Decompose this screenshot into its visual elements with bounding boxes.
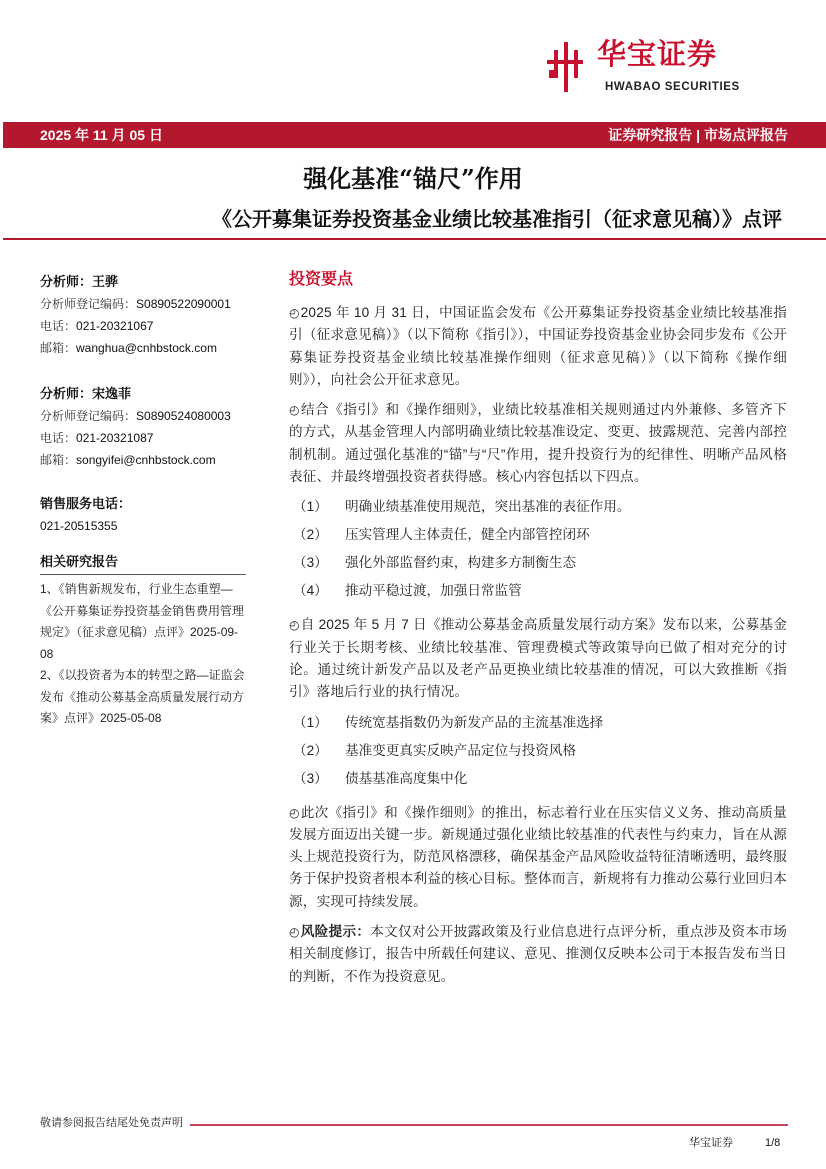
list-number: （2） bbox=[293, 742, 328, 758]
sales-tel: 021-20515355 bbox=[40, 519, 118, 533]
header-band bbox=[3, 122, 826, 148]
list-text: 压实管理人主体责任，健全内部管控闭环 bbox=[345, 527, 590, 543]
analyst-1 bbox=[40, 271, 255, 359]
analyst-name: 分析师：王骅 bbox=[40, 274, 119, 289]
logo-mark-icon bbox=[545, 40, 585, 94]
list-number: （2） bbox=[293, 527, 328, 543]
report-type: 证券研究报告 | 市场点评报告 bbox=[608, 127, 788, 143]
tel-number: 021-20321067 bbox=[76, 319, 154, 333]
company-logo bbox=[545, 40, 785, 98]
bullet-icon: ◴ bbox=[289, 403, 300, 418]
logo-cn: 华宝证券 bbox=[597, 39, 718, 71]
reg-label: 分析师登记编码： bbox=[40, 409, 137, 423]
report-date: 2025 年 11 月 05 日 bbox=[40, 127, 163, 143]
risk-warning bbox=[289, 921, 787, 988]
title-divider bbox=[3, 238, 826, 240]
analyst-name: 分析师：宋逸菲 bbox=[40, 386, 132, 401]
footer-divider bbox=[190, 1124, 788, 1126]
list-number: （4） bbox=[293, 583, 328, 599]
reg-number: S0890524080003 bbox=[136, 409, 231, 423]
paragraph-4 bbox=[289, 802, 787, 913]
list-number: （1） bbox=[293, 714, 328, 730]
risk-text: 本文仅对公开披露政策及行业信息进行点评分析，重点涉及资本市场相关制度修订，报告中所载任何建议、意见、推测仅反映本公司于本报告发布当日的判断，不作为投资意见。 bbox=[289, 924, 787, 984]
paragraph-3 bbox=[289, 614, 787, 703]
related-reports bbox=[40, 553, 246, 730]
tel-number: 021-20321087 bbox=[76, 431, 154, 445]
list-number: （1） bbox=[293, 499, 328, 515]
reg-number: S0890522090001 bbox=[136, 297, 231, 311]
paragraph-1 bbox=[289, 302, 787, 391]
investment-highlights bbox=[289, 270, 787, 996]
paragraph-text: 结合《指引》和《操作细则》，业绩比较基准相关规则通过内外兼修、多管齐下的方式，从基金管理人内部明确业绩比较基准设定、变更、披露规范、完善内部控制机制。通过强化基准的“锚”与“尺”作用，提升投资行为的纪律性、明晰产品风格表征、并最终增强投资者获得感。核心内容包括以下四点。 bbox=[289, 402, 787, 485]
section-heading: 投资要点 bbox=[289, 271, 354, 288]
bullet-icon: ◴ bbox=[289, 618, 300, 633]
page-number: 1/8 bbox=[765, 1137, 781, 1149]
risk-label: 风险提示： bbox=[300, 924, 371, 940]
report-title: 强化基准“锚尺”作用 bbox=[303, 164, 523, 193]
list-text: 传统宽基指数仍为新发产品的主流基准选择 bbox=[345, 714, 604, 730]
email-link[interactable]: songyifei@cnhbstock.com bbox=[76, 453, 216, 467]
sales-label: 销售服务电话： bbox=[40, 496, 132, 511]
related-report-item[interactable]: 2、《以投资者为本的转型之路—证监会发布《推动公募基金高质量发展行动方案》点评》2025-05-08 bbox=[40, 668, 245, 725]
footer-brand: 华宝证券 bbox=[689, 1137, 733, 1149]
mail-label: 邮箱： bbox=[40, 453, 77, 467]
key-points-list bbox=[289, 496, 787, 608]
findings-list bbox=[289, 712, 787, 796]
list-text: 债基基准高度集中化 bbox=[345, 770, 468, 786]
analyst-2 bbox=[40, 383, 255, 471]
reg-label: 分析师登记编码： bbox=[40, 297, 137, 311]
list-number: （3） bbox=[293, 555, 328, 571]
list-text: 基准变更真实反映产品定位与投资风格 bbox=[345, 742, 577, 758]
logo-en: HWABAO SECURITIES bbox=[605, 81, 740, 93]
paragraph-2 bbox=[289, 399, 787, 488]
related-report-item[interactable]: 1、《销售新规发布，行业生态重塑—《公开募集证券投资基金销售费用管理规定》（征求意见稿）点评》2025-09-08 bbox=[40, 582, 245, 661]
list-item bbox=[289, 524, 787, 552]
list-item bbox=[289, 712, 787, 740]
list-item bbox=[289, 552, 787, 580]
list-text: 推动平稳过渡，加强日常监管 bbox=[345, 583, 522, 599]
sales-contact bbox=[40, 493, 255, 537]
list-item bbox=[289, 768, 787, 796]
related-heading: 相关研究报告 bbox=[40, 553, 246, 575]
list-item bbox=[289, 496, 787, 524]
disclaimer-note: 敬请参阅报告结尾处免责声明 bbox=[40, 1117, 183, 1129]
mail-label: 邮箱： bbox=[40, 341, 77, 355]
list-number: （3） bbox=[293, 770, 328, 786]
list-text: 强化外部监督约束，构建多方制衡生态 bbox=[345, 555, 577, 571]
bullet-icon: ◴ bbox=[289, 805, 300, 820]
bullet-icon: ◴ bbox=[289, 306, 300, 320]
report-subtitle: 《公开募集证券投资基金业绩比较基准指引（征求意见稿）》点评 bbox=[212, 207, 782, 231]
list-item bbox=[289, 740, 787, 768]
tel-label: 电话： bbox=[40, 431, 77, 445]
paragraph-text: 自 2025 年 5 月 7 日《推动公募基金高质量发展行动方案》发布以来，公募基金行业关于长期考核、业绩比较基准、管理费模式等政策导向已做了相对充分的讨论。通过统计新发产品以及老产品更换业绩比较基准的情况，可以大致推断《指引》落地后行业的执行情况。 bbox=[289, 617, 787, 700]
bullet-icon: ◴ bbox=[289, 925, 300, 940]
tel-label: 电话： bbox=[40, 319, 77, 333]
paragraph-text: 2025 年 10 月 31 日，中国证监会发布《公开募集证券投资基金业绩比较基准指引（征求意见稿）》（以下简称《指引》），中国证券投资基金业协会同步发布《公开募集证券投资基金业绩比较基准操作细则（征求意见稿）》（以下简称《操作细则》），向社会公开征求意见。 bbox=[289, 305, 787, 387]
email-link[interactable]: wanghua@cnhbstock.com bbox=[76, 341, 217, 355]
list-text: 明确业绩基准使用规范，突出基准的表征作用。 bbox=[345, 499, 631, 515]
list-item bbox=[289, 580, 787, 608]
paragraph-text: 此次《指引》和《操作细则》的推出，标志着行业在压实信义义务、推动高质量发展方面迈出关键一步。新规通过强化业绩比较基准的代表性与约束力，旨在从源头上规范投资行为，防范风格漂移，确保基金产品风险收益特征清晰透明，最终服务于保护投资者根本利益的核心目标。整体而言，新规将有力推动公募行业回归本源，实现可持续发展。 bbox=[289, 804, 787, 909]
